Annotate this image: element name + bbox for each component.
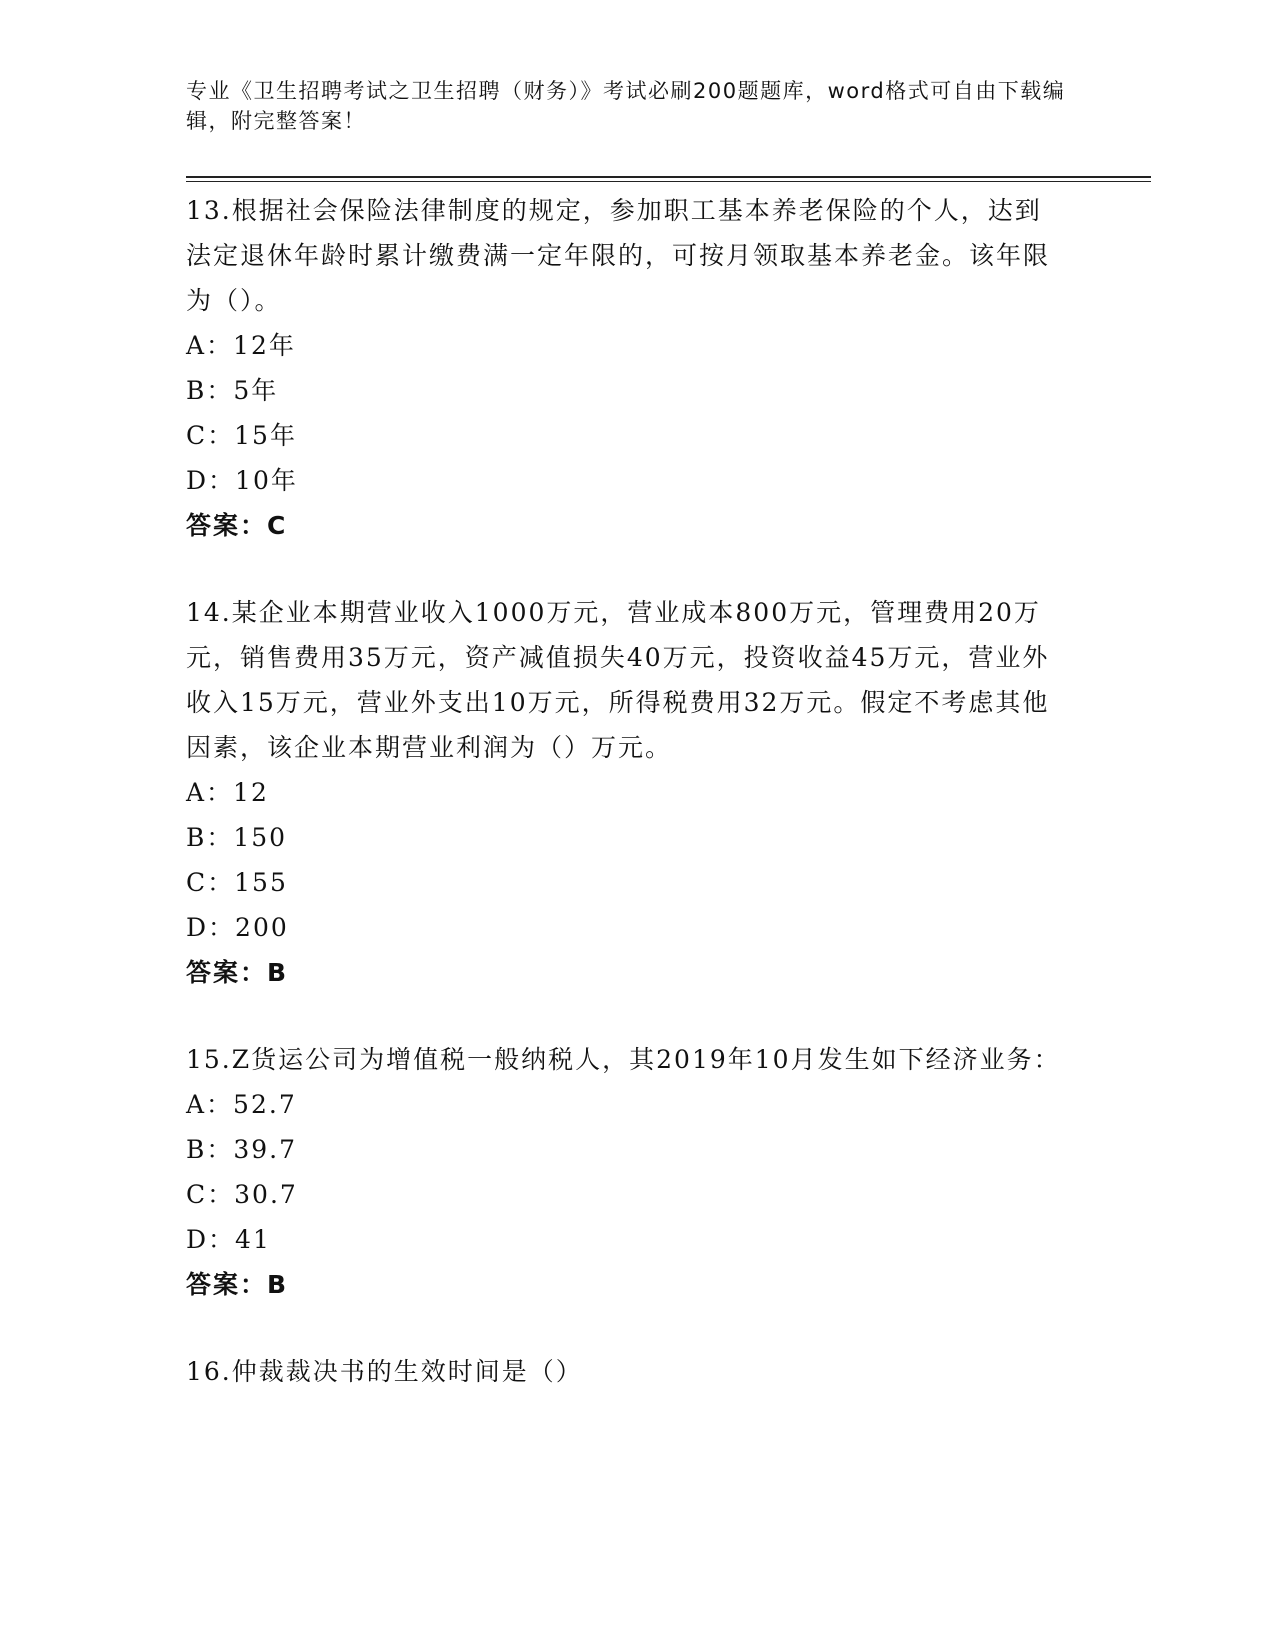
option-b: B：150 [186, 823, 288, 852]
question-stem: 15.Z货运公司为增值税一般纳税人，其2019年10月发生如下经济业务： [186, 1045, 1061, 1074]
option-a: A：12 [186, 778, 269, 807]
question-14 [186, 590, 1066, 995]
option-d: D：10年 [186, 466, 298, 495]
answer-label: 答案：B [186, 1270, 289, 1299]
document-header: 专业《卫生招聘考试之卫生招聘（财务）》考试必刷200题题库，word格式可自由下载编辑，附完整答案！ [186, 79, 1066, 133]
option-d: D：200 [186, 913, 289, 942]
question-13 [186, 188, 1066, 548]
question-stem: 13.根据社会保险法律制度的规定，参加职工基本养老保险的个人，达到法定退休年龄时累计缴费满一定年限的，可按月领取基本养老金。该年限为（）。 [186, 196, 1051, 315]
question-16 [186, 1349, 1066, 1394]
option-c: C：155 [186, 868, 288, 897]
option-b: B：5年 [186, 376, 279, 405]
question-stem: 16.仲裁裁决书的生效时间是（） [186, 1357, 583, 1386]
question-15 [186, 1037, 1066, 1307]
option-c: C：30.7 [186, 1180, 298, 1209]
header-divider-thin [186, 181, 1151, 182]
header-divider-thick [186, 176, 1151, 178]
answer-label: 答案：B [186, 958, 289, 987]
option-d: D：41 [186, 1225, 271, 1254]
question-stem: 14.某企业本期营业收入1000万元，营业成本800万元，管理费用20万元，销售费用35万元，资产减值损失40万元，投资收益45万元，营业外收入15万元，营业外支出10万元，所得税费用32万元。假定不考虑其他因素，该企业本期营业利润为（）万元。 [186, 598, 1050, 762]
option-a: A：52.7 [186, 1090, 297, 1119]
option-a: A：12年 [186, 331, 296, 360]
option-b: B：39.7 [186, 1135, 298, 1164]
answer-label: 答案：C [186, 511, 288, 540]
option-c: C：15年 [186, 421, 297, 450]
question-list [186, 188, 1066, 1436]
